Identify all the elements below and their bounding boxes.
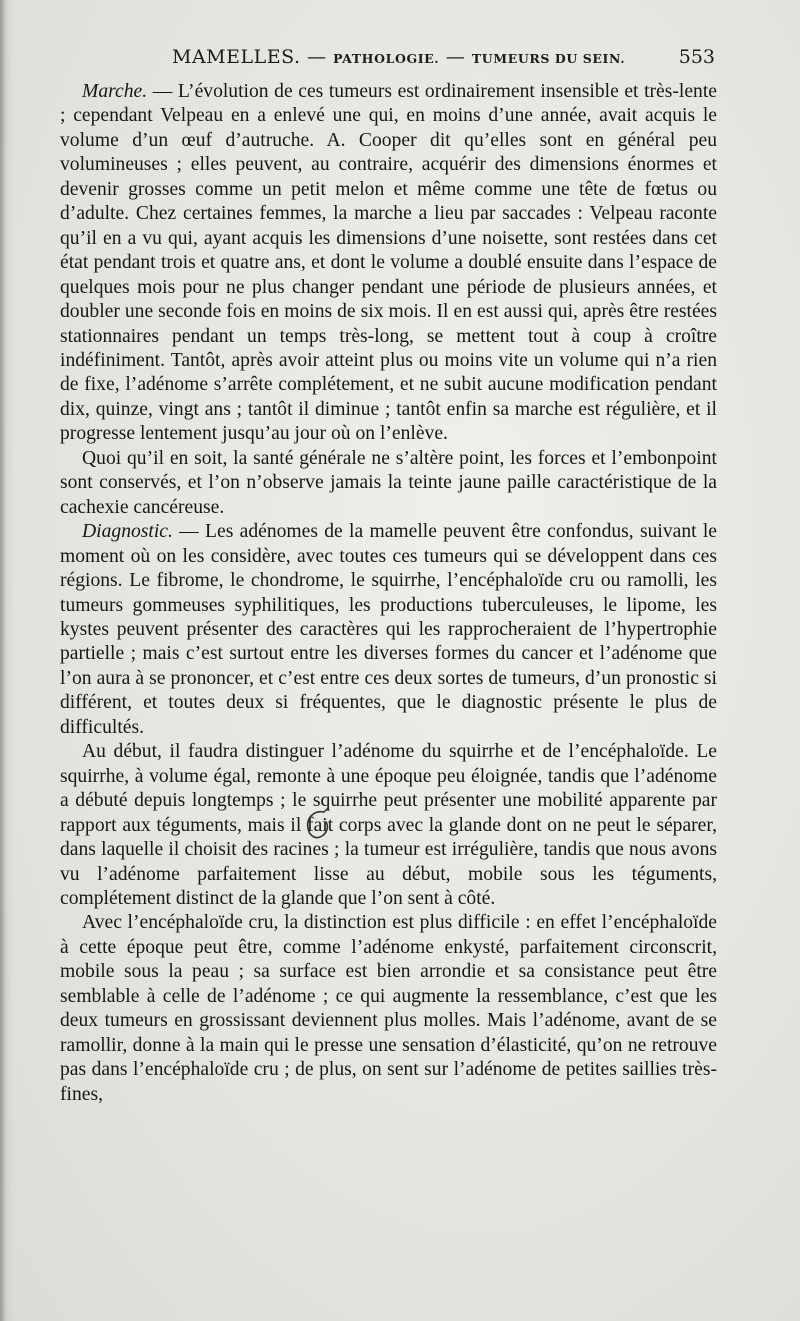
paragraph-text: Avec l’encéphaloïde cru, la distinction est plus difficile : en effet l’encéphaloïde à cette époque peut être, comme l’adénome enkysté, parfaitement circonscrit, mobile sous la peau ; sa surface est bien arrondie et sa consistance peut être semblable à celle de l’adénome ; ce qui augmente la ressemblance, c’est que les deux tumeurs en grossissant deviennent plus molles. Mais l’adénome, avant de se ramollir, donne à la main qui le presse une sensation d’élasticité, qu’on ne retrouve pas dans l’encéphaloïde cru ; de plus, on sent sur l’adénome de petites saillies très-fines, [60, 912, 717, 1105]
paragraph-text: — L’évolution de ces tumeurs est ordinairement insensible et très-lente ; cependant Velpeau en a enlevé une qui, en moins d’une année, avait acquis le volume d’un œuf d’autruche. A. Cooper dit qu’elles sont en général peu volumineuses ; elles peuvent, au contraire, acquérir des dimensions énormes et devenir grosses comme un petit melon et même comme une tête de fœtus ou d’adulte. Chez certaines femmes, la marche a lieu par saccades : Velpeau raconte qu’il en a vu qui, ayant acquis les dimensions d’une noisette, sont restées dans cet état pendant trois et quatre ans, et dont le volume a doublé ensuite dans l’espace de quelques mois pour ne plus changer pendant une période de plusieurs années, et doubler une seconde fois en moins de six mois. Il en est aussi qui, après être restées stationnaires pendant un temps très-long, se mettent tout à coup à croître indéfiniment. Tantôt, après avoir atteint plus ou moins vite un volume qui n’a rien de fixe, l’adénome s’arrête complétement, et ne subit aucune modification pendant dix, quinze, vingt ans ; tantôt il diminue ; tantôt enfin sa marche est régulière, et il progresse lentement jusqu’au jour où on l’enlève. [60, 81, 717, 445]
paragraph-text: Au début, il faudra distinguer l’adénome du squirrhe et de l’encéphaloïde. Le squirrhe, à volume égal, remonte à une époque peu éloignée, tandis que l’adénome a débuté depuis longtemps ; le squirrhe peut présenter une mobilité apparente par rapport aux téguments, mais il fait corps avec la glande dont on ne peut le séparer, dans laquelle il choisit des racines ; la tumeur est irrégulière, tandis que nous avons vu l’adénome parfaitement lisse au début, mobile sous les téguments, complétement distinct de la glande que l’on sent à côté. [60, 741, 717, 909]
paragraph-text: — Les adénomes de la mamelle peuvent être confondus, suivant le moment où on les considère, avec toutes ces tumeurs qui se développent dans ces régions. Le fibrome, le chondrome, le squirrhe, l’encéphaloïde cru ou ramolli, les tumeurs gommeuses syphilitiques, les productions tuberculeuses, le lipome, les kystes peuvent présenter des caractères qui les rapprocheraient de l’hypertrophie partielle ; mais c’est surtout entre les diverses formes du cancer et l’adénome que l’on aura à se prononcer, et c’est entre ces deux sortes de tumeurs, d’un pronostic si différent, et toutes deux si fréquentes, que le diagnostic présente le plus de difficultés. [60, 521, 717, 738]
paragraph-lead: Diagnostic. [82, 521, 173, 543]
header-separator: — [439, 46, 472, 68]
page-edge-shadow [0, 0, 6, 1321]
running-header [60, 40, 715, 74]
paragraph-sante [60, 447, 717, 520]
page-number: 553 [678, 46, 715, 68]
pencil-mark-icon [300, 806, 334, 846]
header-title-main: MAMELLES. [172, 46, 301, 68]
header-section: PATHOLOGIE. [333, 51, 440, 66]
paragraph-marche [60, 80, 717, 447]
paragraph-squirrhe [60, 740, 717, 911]
header-separator: — [300, 46, 334, 68]
paragraph-diagnostic [60, 520, 717, 740]
running-title [172, 46, 625, 68]
header-subsection: TUMEURS DU SEIN. [471, 51, 626, 66]
paragraph-encephaloide [60, 911, 717, 1107]
body-text [60, 80, 717, 1107]
paragraph-text: Quoi qu’il en soit, la santé générale ne s’altère point, les forces et l’embonpoint sont conservés, et l’on n’observe jamais la teinte jaune paille caractéristique de la cachexie cancéreuse. [60, 447, 717, 518]
paragraph-lead: Marche. [82, 81, 148, 102]
